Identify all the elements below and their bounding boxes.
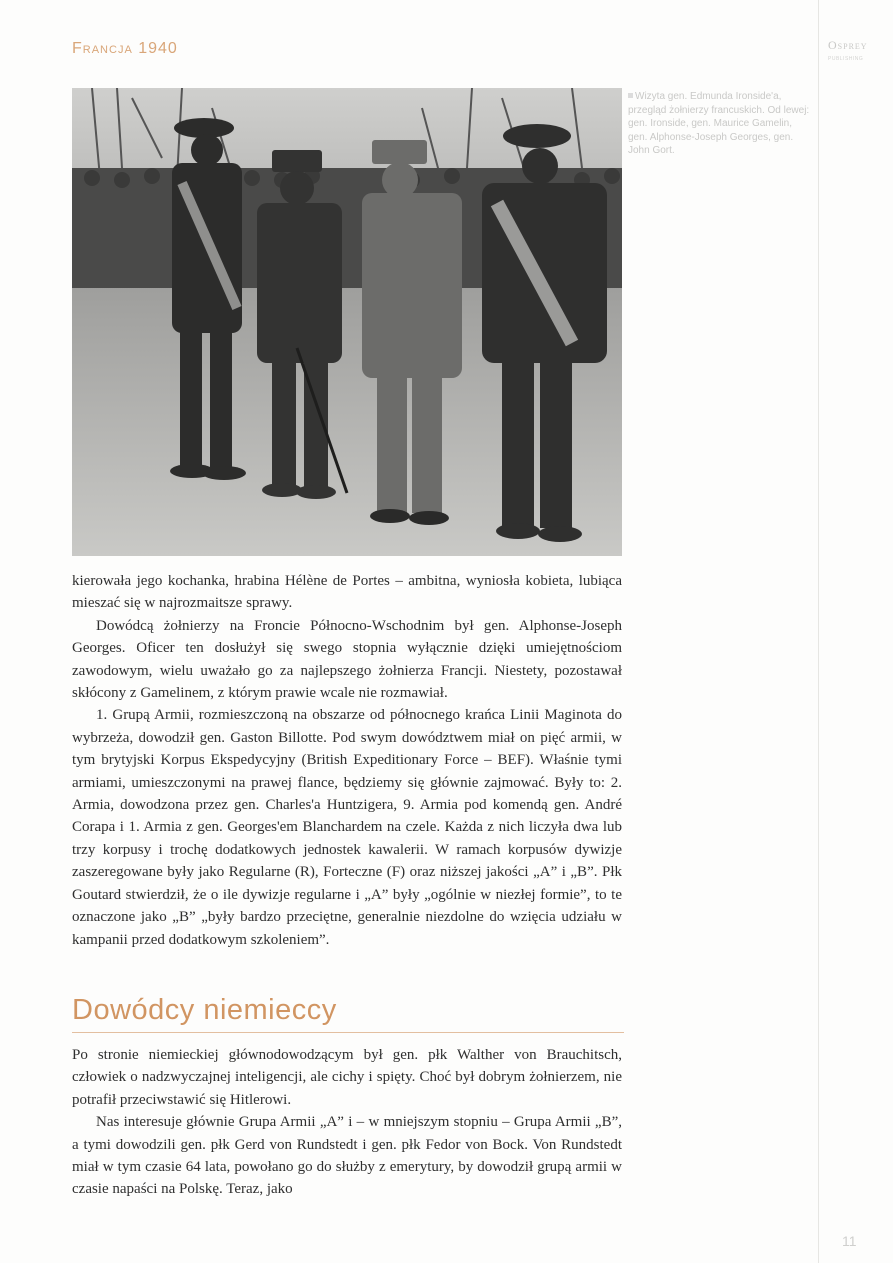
publisher-logo: [828, 38, 888, 66]
photo-caption: [628, 90, 814, 158]
paragraph: 1. Grupą Armii, rozmieszczoną na obszarze od północnego krańca Linii Maginota do wybrzeża, dowodził gen. Gaston Billotte. Pod swym dowództwem miał on pięć armii, w tym brytyjski Korpus Ekspedycyjny (British Expeditionary Force – BEF). Właśnie tymi armiami, umieszczonymi na prawej flance, będziemy się głównie zajmować. Były to: 2. Armia, dowodzona przez gen. Charles'a Huntzigera, 9. Armia pod komendą gen. André Corapa i 1. Armia z gen. Georges'em Blanchardem na czele. Każda z nich liczyła dwa lub trzy korpusy i trochę dodatkowych jednostek kawalerii. W ramach korpusów dywizje zaszeregowane były jako Regularne (R), Forteczne (F) oraz niższej jakości „A” i „B”. Płk Goutard stwierdził, że o ile dywizje regularne i „A” były „ogólnie w niezłej formie”, to te oznaczone jako „B” „były bardzo przeciętne, generalnie niezdolne do wzięcia udziału w kampanii przed dodatkowym szkoleniem”.: [72, 707, 622, 948]
publisher-subtitle: PUBLISHING: [828, 56, 864, 62]
heading-underline: [72, 1032, 624, 1033]
caption-text: Wizyta gen. Edmunda Ironside'a, przegląd żołnierzy francuskich. Od lewej: gen. Ironside, gen. Maurice Gamelin, gen. Alphonse-Joseph Georges, gen. John Gort.: [628, 91, 810, 156]
page-number: 11: [842, 1233, 857, 1249]
paragraph: Po stronie niemieckiej głównodowodzącym był gen. płk Walther von Brauchitsch, człowiek o nadzwyczajnej inteligencji, ale cichy i spięty. Choć był dobrym żołnierzem, nie potrafił przeciwstawić się Hitlerowi.: [72, 1047, 622, 1108]
running-head: Francja 1940: [72, 40, 178, 57]
paragraph: kierowała jego kochanka, hrabina Hélène de Portes – ambitna, wyniosła kobieta, lubiąca mieszać się w najrozmaitsze sprawy.: [72, 573, 622, 612]
page-edge-divider: [818, 0, 819, 1263]
publisher-name: Osprey: [828, 38, 868, 52]
historical-photograph: [72, 88, 622, 556]
paragraph: Nas interesuje głównie Grupa Armii „A” i – w mniejszym stopniu – Grupa Armii „B”, a tymi dowodzili gen. płk Gerd von Rundstedt i gen. płk Fedor von Bock. Von Rundstedt miał w tym czasie 64 lata, powołano go do służby z emerytury, by dowodził grupą armii w czasie napaści na Polskę. Teraz, jako: [72, 1114, 622, 1198]
paragraph: Dowódcą żołnierzy na Froncie Północno-Wschodnim był gen. Alphonse-Joseph Georges. Oficer ten dosłużył się swego stopnia wyłącznie dzięki umiejętnościom zawodowym, wielu uważało go za najlepszego żołnierza Francji. Niestety, pozostawał skłócony z Gamelinem, z którym prawie wcale nie rozmawiał.: [72, 617, 622, 702]
body-text-lower: [72, 1044, 622, 1201]
photograph-illustration: [72, 88, 622, 556]
caption-bullet-icon: [628, 93, 633, 98]
section-heading: Dowódcy niemieccy: [72, 994, 337, 1026]
body-text-upper: [72, 570, 622, 951]
